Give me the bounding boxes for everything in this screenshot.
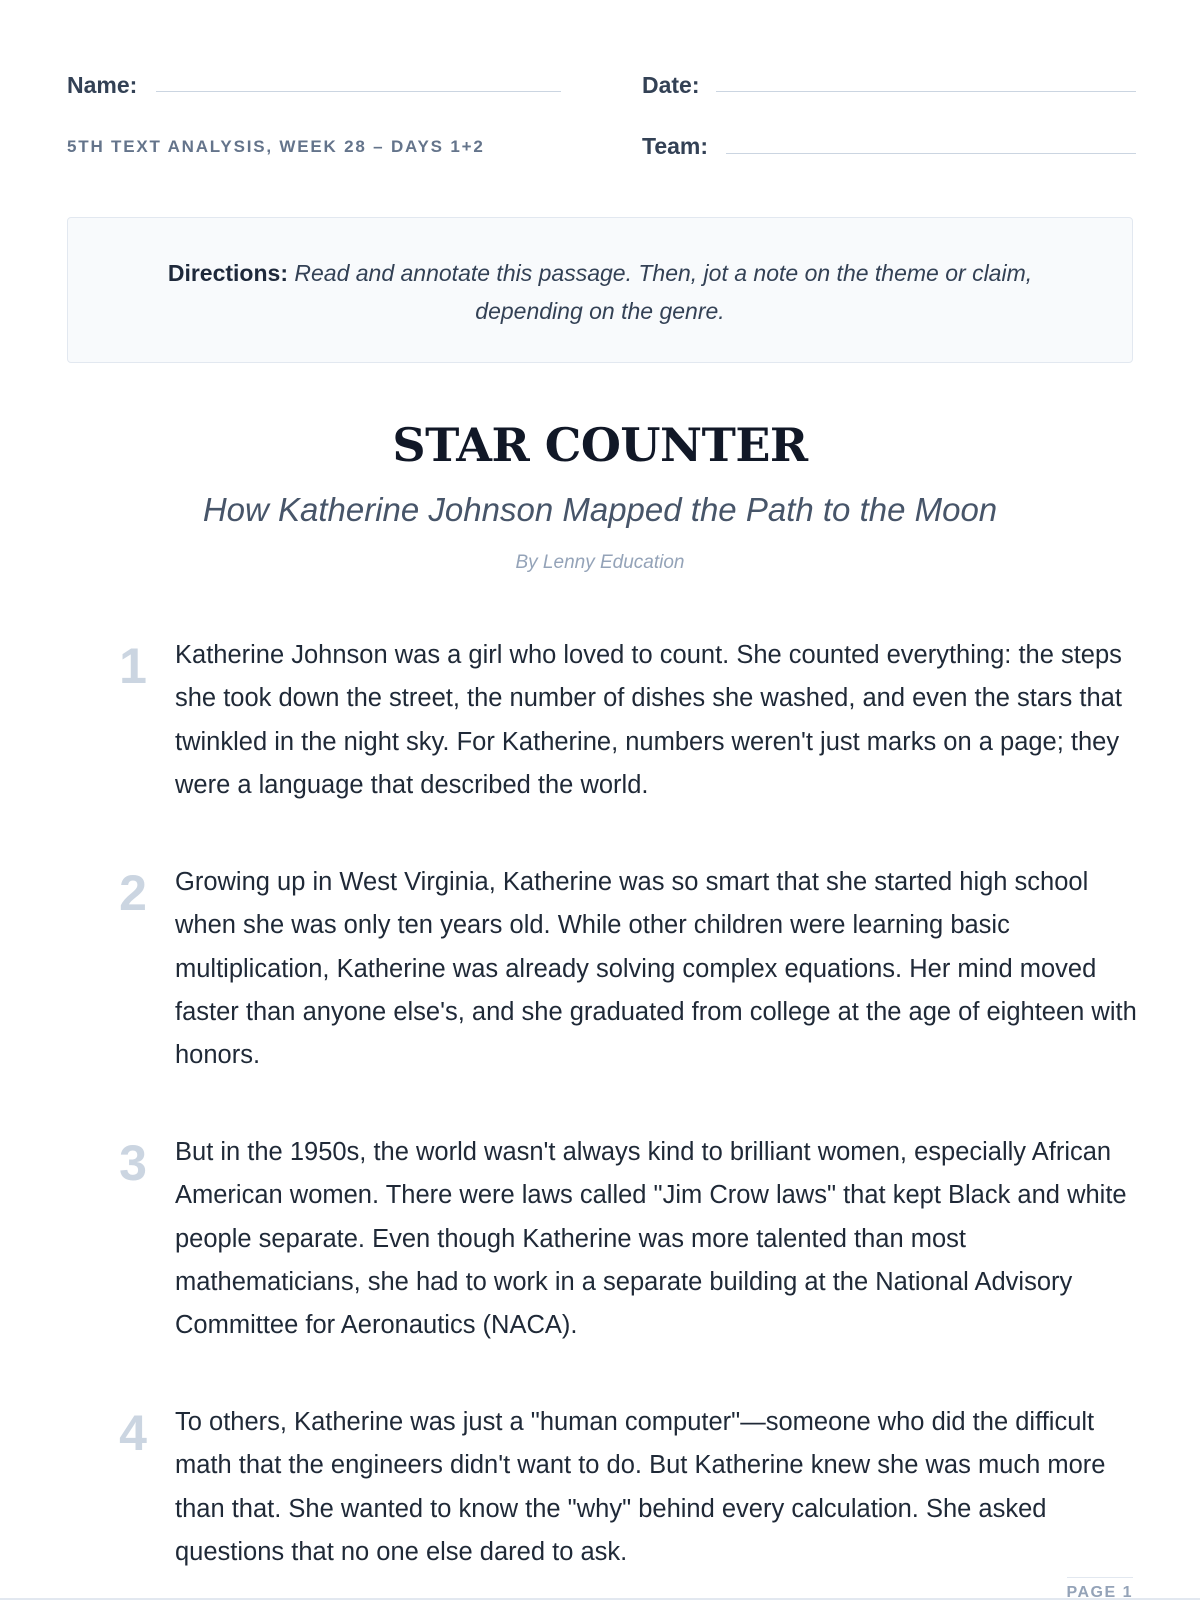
paragraph-text: To others, Katherine was just a "human computer"—someone who did the difficult math that the engineers didn't want to do. But Katherine knew she was much more than that. She wanted to know the "why" behind every calculation. She asked questions that no one else dared to ask. [175,1408,1106,1566]
directions-box [67,217,1133,363]
name-label: Name: [67,72,138,98]
course-line: 5TH TEXT ANALYSIS, WEEK 28 – DAYS 1+2 [67,137,485,156]
article-byline: By Lenny Education [515,552,685,573]
article-subtitle: How Katherine Johnson Mapped the Path to the Moon [202,491,998,528]
paragraph-text: Katherine Johnson was a girl who loved to count. She counted everything: the steps she took down the street, the number of dishes she washed, and even the stars that twinkled in the night sky. For Katherine, numbers weren't just marks on a page; they were a language that described the world. [175,641,1122,799]
paragraph-text: Growing up in West Virginia, Katherine was so smart that she started high school when she was only ten years old. While other children were learning basic multiplication, Katherine was already solving complex equations. Her mind moved faster than anyone else's, and she graduated from college at the age of eighteen with honors. [175,868,1137,1070]
article-title: STAR COUNTER [392,418,808,472]
date-field-line[interactable] [716,91,1136,92]
directions-text: Read and annotate this passage. Then, jot a note on the theme or claim, depending on the genre. [294,260,1033,324]
paragraph-number: 4 [119,1405,147,1461]
paragraph-number: 3 [119,1135,147,1191]
team-label: Team: [642,133,709,159]
page-number: PAGE 1 [1067,1577,1134,1600]
paragraph-number: 1 [119,638,147,694]
paragraph-number: 2 [119,865,147,921]
paragraph-text: But in the 1950s, the world wasn't always kind to brilliant women, especially African American women. There were laws called "Jim Crow laws" that kept Black and white people separate. Even though Katherine was more talented than most mathematicians, she had to work in a separate building at the National Advisory Committee for Aeronautics (NACA). [175,1138,1127,1340]
team-field-line[interactable] [726,153,1136,154]
date-label: Date: [642,72,700,98]
name-field-line[interactable] [156,91,561,92]
directions-label: Directions: [167,260,288,286]
